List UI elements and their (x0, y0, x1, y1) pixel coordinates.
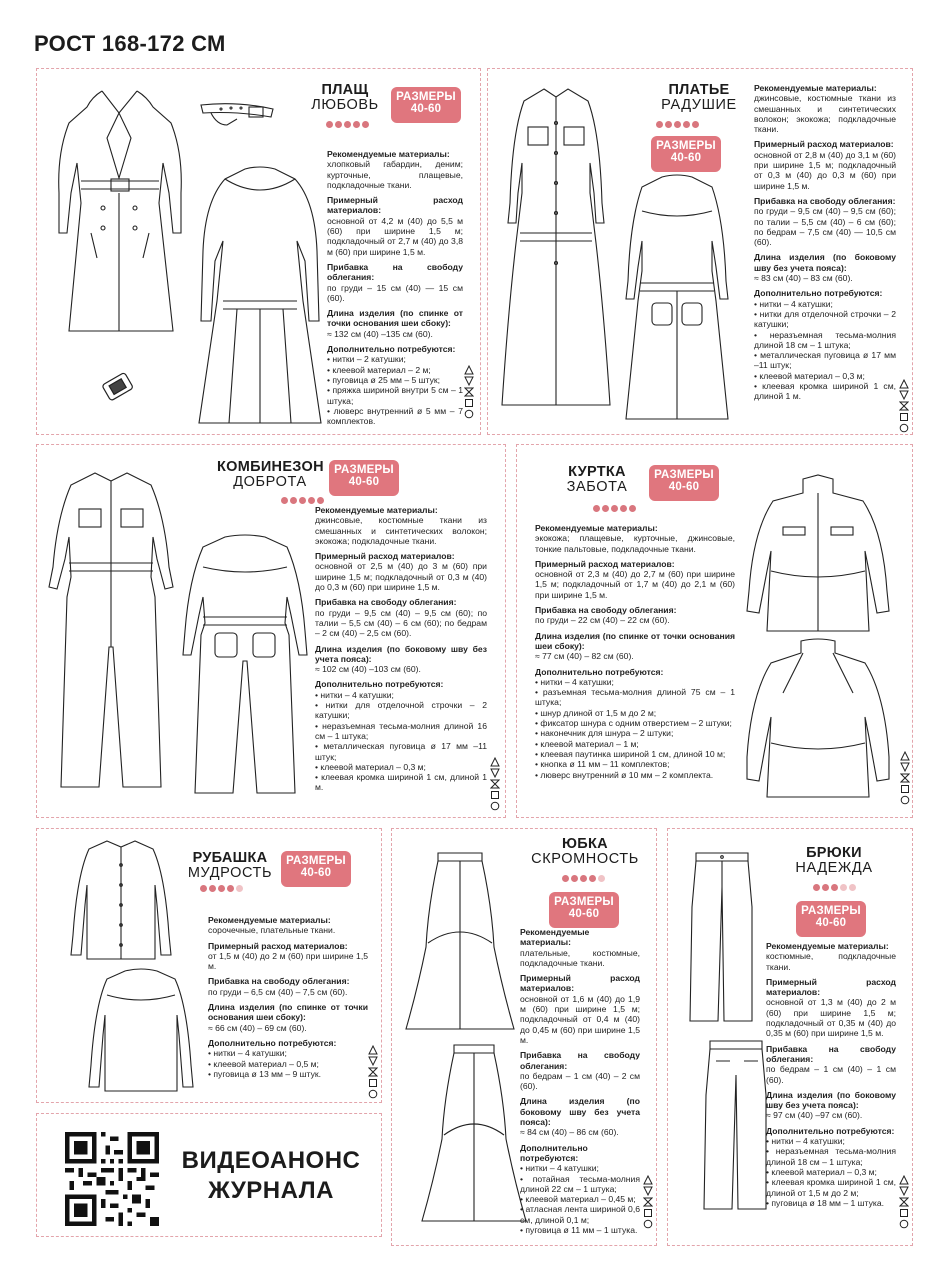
triangle-down-icon (900, 762, 910, 772)
spec-text: джинсовые, костюмные ткани из смешанных и синтетических волокон; экокожа; подкладочные ткани. (754, 93, 896, 135)
spec-list-item: • клеевая кромка шириной 1 см, длиной 1 м. (315, 772, 487, 793)
sizes-badge-range: 40-60 (348, 476, 380, 489)
difficulty-dots (813, 884, 856, 891)
spec-text: ≈ 77 см (40) – 82 см (60). (535, 651, 634, 662)
spec-list-item: • клеевой материал – 2 м; (327, 365, 463, 375)
card-plashch (36, 68, 481, 435)
spec-heading: Примерный расход материалов: (520, 973, 640, 994)
circle-icon (490, 801, 500, 811)
difficulty-dot (281, 497, 288, 504)
triangle-up-icon (368, 1045, 378, 1055)
spec-text: ≈ 102 см (40) –103 см (60). (315, 664, 421, 675)
belt-sketch (197, 99, 277, 135)
symbol-legend (898, 1175, 910, 1229)
difficulty-dot (236, 885, 243, 892)
spec-heading: Прибавка на свободу облегания: (535, 605, 677, 616)
square-icon (368, 1078, 378, 1088)
circle-icon (643, 1219, 653, 1229)
symbol-legend (899, 751, 911, 805)
card-platye (487, 68, 913, 435)
card-video-announcement (36, 1113, 382, 1237)
difficulty-dot (831, 884, 838, 891)
spec-text: хлопковый габардин, деним; курточные, плащевые, подкладочные ткани. (327, 159, 463, 190)
card-subtitle: ЗАБОТА (566, 479, 628, 496)
difficulty-dot (589, 875, 596, 882)
difficulty-dot (317, 497, 324, 504)
triangle-up-icon (900, 751, 910, 761)
sizes-badge (549, 892, 619, 928)
spec-text: джинсовые, костюмные ткани из смешанных и синтетических волокон; экокожа; подкладочные ткани. (315, 515, 487, 546)
card-specs (754, 83, 896, 407)
spec-heading: Длина изделия (по спинке от точки основания шеи сбоку): (208, 1002, 368, 1023)
spec-heading: Дополнительно потребуются: (766, 1125, 895, 1136)
difficulty-dot (692, 121, 699, 128)
triangle-down-icon (899, 1186, 909, 1196)
difficulty-dots (593, 505, 636, 512)
spec-heading: Прибавка на свободу облегания: (208, 976, 350, 987)
spec-section (327, 262, 463, 303)
spec-section (208, 915, 368, 936)
spec-heading: Дополнительно потребуются: (754, 288, 883, 299)
dress-back-sketch (616, 171, 738, 427)
spec-text: от 1,5 м (40) до 2 м (60) при ширине 1,5 м. (208, 950, 368, 972)
sizes-badge-range: 40-60 (300, 867, 332, 880)
spec-heading: Примерный расход материалов: (315, 551, 455, 562)
spec-list-item: • клеевая паутинка шириной 1 см, длиной 10 м; (535, 749, 735, 759)
page-title: РОСТ 168-172 СМ (34, 31, 226, 56)
difficulty-dot (683, 121, 690, 128)
spec-list-item: • кнопка ø 11 мм – 11 комплектов; (535, 759, 735, 769)
spec-text: сорочечные, плательные ткани. (208, 925, 336, 936)
card-title: КУРТКА (568, 464, 626, 480)
difficulty-dot (299, 497, 306, 504)
card-bryuki (667, 828, 913, 1246)
spec-text: по бедрам – 1 см (40) – 1 см (60). (766, 1064, 896, 1085)
spec-text: по груди – 15 см (40) — 15 см (60). (327, 282, 463, 303)
spec-text: ≈ 83 см (40) – 83 см (60). (754, 273, 853, 284)
spec-heading: Дополнительно потребуются: (315, 679, 444, 690)
card-subtitle: НАДЕЖДА (795, 860, 873, 877)
spec-section (327, 308, 463, 339)
spec-list-item: • люверс внутренний ø 10 мм – 2 комплекта. (535, 770, 735, 780)
difficulty-dot (209, 885, 216, 892)
square-icon (464, 398, 474, 408)
skirt-front-sketch (398, 847, 522, 1037)
difficulty-dot (593, 505, 600, 512)
qr-code-icon[interactable] (65, 1132, 159, 1226)
spec-text: по бедрам – 1 см (40) – 2 см (60). (520, 1070, 640, 1092)
spec-list-item: • пуговица ø 11 мм – 1 штука. (520, 1225, 640, 1235)
spec-heading: Длина изделия (по боковому шву без учета пояса): (520, 1096, 640, 1128)
spec-heading: Прибавка на свободу облегания: (754, 195, 896, 206)
spec-section (208, 976, 368, 997)
difficulty-dot (674, 121, 681, 128)
spec-list-item: • нитки для отделочной строчки – 2 катушки; (754, 309, 896, 330)
spec-list-item: • нитки – 4 катушки; (766, 1136, 896, 1146)
difficulty-dot (822, 884, 829, 891)
hourglass-icon (643, 1197, 653, 1207)
card-specs (520, 927, 640, 1240)
triangle-up-icon (464, 365, 474, 375)
card-subtitle: ДОБРОТА (233, 474, 307, 491)
spec-section (208, 1038, 368, 1079)
sizes-badge-label: РАЗМЕРЫ (286, 855, 346, 867)
difficulty-dot (611, 505, 618, 512)
sizes-badge-label: РАЗМЕРЫ (396, 91, 456, 103)
spec-section (520, 927, 640, 968)
difficulty-dot (326, 121, 333, 128)
spec-section (535, 631, 735, 662)
spec-list-item: • фиксатор шнура с одним отверстием – 2 штуки; (535, 718, 735, 728)
spec-section (520, 1143, 640, 1236)
spec-list-item: • клеевой материал – 0,3 м; (315, 762, 487, 772)
spec-heading: Прибавка на свободу облегания: (766, 1043, 896, 1064)
spec-heading: Рекомендуемые материалы: (327, 149, 450, 159)
card-specs (535, 523, 735, 785)
spec-list-item: • шнур длиной от 1,5 м до 2 м; (535, 708, 735, 718)
spec-text: ≈ 97 см (40) –97 см (60). (766, 1110, 863, 1121)
difficulty-dots (326, 121, 369, 128)
spec-list-item: • разъемная тесьма-молния длиной 75 см – 1 штука; (535, 687, 735, 708)
jumpsuit-front-sketch (43, 467, 179, 797)
spec-list-item: • нитки – 4 катушки; (208, 1048, 368, 1058)
jacket-front-sketch (743, 471, 893, 643)
sizes-badge-range: 40-60 (670, 152, 702, 165)
spec-list-item: • нитки для отделочной строчки – 2 катушки; (315, 700, 487, 721)
difficulty-dots (281, 497, 324, 504)
symbol-legend (367, 1045, 379, 1099)
sizes-badge-label: РАЗМЕРЫ (801, 905, 861, 917)
spec-heading: Дополнительно потребуются: (327, 344, 456, 355)
video-title-line1: ВИДЕОАНОНС (181, 1147, 361, 1174)
shirt-front-sketch (65, 835, 177, 965)
coat-back-sketch (185, 161, 335, 431)
difficulty-dot (656, 121, 663, 128)
spec-list-item: • неразъемная тесьма-молния длиной 18 см – 1 штука; (754, 330, 896, 351)
difficulty-dot (665, 121, 672, 128)
difficulty-dot (308, 497, 315, 504)
spec-section (315, 644, 487, 675)
jumpsuit-back-sketch (175, 531, 315, 801)
card-specs (315, 505, 487, 798)
triangle-down-icon (899, 390, 909, 400)
sizes-badge-label: РАЗМЕРЫ (656, 140, 716, 152)
spec-heading: Дополнительно потребуются: (520, 1142, 588, 1163)
spec-section (754, 196, 896, 247)
sizes-badge-range: 40-60 (568, 908, 600, 921)
difficulty-dots (562, 875, 605, 882)
spec-list-item: • нитки – 4 катушки; (315, 690, 487, 700)
spec-list-item: • нитки – 4 катушки; (535, 677, 735, 687)
sizes-badge (796, 901, 866, 937)
spec-text: экокожа; плащевые, курточные, джинсовые, тонкие пальтовые, подкладочные ткани. (535, 533, 735, 554)
card-title: ПЛАЩ (321, 82, 369, 98)
triangle-up-icon (490, 757, 500, 767)
spec-heading: Рекомендуемые материалы: (208, 915, 331, 925)
hourglass-icon (900, 773, 910, 783)
spec-list-item: • металлическая пуговица ø 17 мм –11 штук; (754, 350, 896, 371)
spec-heading: Примерный расход материалов: (754, 139, 894, 150)
spec-section (208, 1002, 368, 1033)
circle-icon (899, 423, 909, 433)
sizes-badge (651, 136, 721, 172)
card-title: КОМБИНЕЗОН (217, 459, 324, 475)
difficulty-dot (571, 875, 578, 882)
spec-list-item: • клеевой материал – 0,45 м; (520, 1194, 640, 1204)
jacket-back-sketch (743, 633, 893, 805)
spec-list-item: • нитки – 4 катушки; (520, 1163, 640, 1173)
spec-text: основной от 2,8 м (40) до 3,1 м (60) при ширине 1,5 м; подкладочный от 0,3 м (40) до 0,3 м (60) при ширине 1,5 м. (754, 149, 896, 191)
spec-section (535, 523, 735, 554)
spec-heading: Дополнительно потребуются: (208, 1037, 337, 1048)
difficulty-dot (227, 885, 234, 892)
card-yubka (391, 828, 657, 1246)
spec-list-item: • люверс внутренний ø 5 мм – 7 комплектов. (327, 406, 463, 427)
symbol-legend (642, 1175, 654, 1229)
sizes-badge-range: 40-60 (815, 917, 847, 930)
difficulty-dot (629, 505, 636, 512)
card-rubashka (36, 828, 382, 1103)
difficulty-dot (290, 497, 297, 504)
circle-icon (900, 795, 910, 805)
card-title: РУБАШКА (192, 850, 268, 866)
shirt-back-sketch (85, 965, 197, 1095)
spec-section (327, 149, 463, 190)
card-title: БРЮКИ (806, 845, 862, 861)
spec-section (520, 1050, 640, 1091)
difficulty-dots (200, 885, 243, 892)
spec-list-item: • клеевой материал – 0,5 м; (208, 1059, 368, 1069)
spec-section (535, 605, 735, 626)
spec-heading: Длина изделия (по боковому шву без учета пояса): (766, 1089, 896, 1111)
square-icon (643, 1208, 653, 1218)
square-icon (900, 784, 910, 794)
hourglass-icon (899, 1197, 909, 1207)
spec-section (520, 973, 640, 1045)
card-subtitle: СКРОМНОСТЬ (531, 851, 639, 868)
difficulty-dot (335, 121, 342, 128)
spec-text: ≈ 132 см (40) –135 см (60). (327, 328, 433, 339)
spec-heading: Длина изделия (по спинке от точки основания шеи сбоку): (327, 308, 463, 329)
spec-section (535, 667, 735, 780)
spec-text: основной от 1,6 м (40) до 1,9 м (60) при ширине 1,5 м; подкладочный от 0,4 м (40) до 0,45 м (60) при ширине 1,5 м. (520, 993, 640, 1045)
spec-list-item: • клеевой материал – 1 м; (535, 739, 735, 749)
spec-list-item: • клеевая кромка шириной 1 см, длиной от 1,5 м до 2 м; (766, 1177, 896, 1198)
spec-section (766, 977, 896, 1039)
spec-text: основной от 4,2 м (40) до 5,5 м (60) при ширине 1,5 м; подкладочный от 2,7 м (40) до 3,8 м (60) при ширине 1,5 м. (327, 215, 463, 257)
difficulty-dot (840, 884, 847, 891)
difficulty-dot (849, 884, 856, 891)
difficulty-dot (344, 121, 351, 128)
triangle-up-icon (899, 1175, 909, 1185)
spec-section (766, 1044, 896, 1085)
triangle-down-icon (368, 1056, 378, 1066)
symbol-legend (489, 757, 501, 811)
spec-list-item: • пуговица ø 13 мм – 9 штук. (208, 1069, 368, 1079)
sizes-badge (281, 851, 351, 887)
hourglass-icon (368, 1067, 378, 1077)
difficulty-dot (362, 121, 369, 128)
spec-section (520, 1096, 640, 1137)
spec-list-item: • неразъемная тесьма-молния длиной 16 см – 1 штука; (315, 721, 487, 742)
spec-text: по груди – 22 см (40) – 22 см (60). (535, 615, 670, 626)
spec-list-item: • потайная тесьма-молния длиной 22 см – 1 штука; (520, 1174, 640, 1195)
spec-heading: Примерный расход материалов: (327, 195, 463, 216)
trousers-front-sketch (674, 847, 770, 1027)
spec-list-item: • атласная лента шириной 0,6 см, длиной 0,1 м; (520, 1204, 640, 1225)
card-title: ПЛАТЬЕ (668, 82, 730, 98)
spec-section (315, 551, 487, 592)
difficulty-dots (656, 121, 699, 128)
square-icon (490, 790, 500, 800)
difficulty-dot (200, 885, 207, 892)
difficulty-dot (602, 505, 609, 512)
spec-list-item: • наконечник для шнура – 2 штуки; (535, 728, 735, 738)
spec-list-item: • клеевой материал – 0,3 м; (754, 371, 896, 381)
spec-section (535, 559, 735, 600)
square-icon (899, 1208, 909, 1218)
difficulty-dot (353, 121, 360, 128)
spec-text: по груди – 9,5 см (40) – 9,5 см (60); по талии – 5,5 см (40) – 6 см (60); по бедрам – 7,5 см (40) — 10,5 см (60). (754, 206, 896, 248)
hourglass-icon (899, 401, 909, 411)
triangle-down-icon (643, 1186, 653, 1196)
difficulty-dot (620, 505, 627, 512)
triangle-down-icon (490, 768, 500, 778)
sizes-badge-label: РАЗМЕРЫ (334, 464, 394, 476)
spec-list-item: • неразъемная тесьма-молния длиной 18 см – 1 штука; (766, 1146, 896, 1167)
spec-section (754, 139, 896, 190)
spec-heading: Длина изделия (по боковому шву без учета пояса): (754, 252, 896, 273)
sizes-badge-range: 40-60 (668, 481, 700, 494)
triangle-up-icon (643, 1175, 653, 1185)
circle-icon (368, 1089, 378, 1099)
spec-list-item: • клеевая кромка шириной 1 см, длиной 1 м. (754, 381, 896, 402)
spec-text: ≈ 66 см (40) – 69 см (60). (208, 1022, 307, 1033)
difficulty-dot (598, 875, 605, 882)
spec-section (766, 941, 896, 972)
spec-section (315, 597, 487, 638)
dress-front-sketch (496, 83, 616, 413)
spec-list-item: • нитки – 2 катушки; (327, 354, 463, 364)
spec-section (315, 679, 487, 792)
card-specs (327, 149, 463, 431)
symbol-legend (463, 365, 475, 419)
spec-heading: Длина изделия (по спинке от точки основания шеи сбоку): (535, 630, 735, 651)
spec-list-item: • пряжка шириной внутри 5 см – 1 штука; (327, 385, 463, 406)
spec-heading: Примерный расход материалов: (208, 940, 348, 951)
circle-icon (899, 1219, 909, 1229)
spec-heading: Примерный расход материалов: (535, 558, 675, 569)
spec-heading: Прибавка на свободу облегания: (327, 261, 463, 283)
sizes-badge (329, 460, 399, 496)
spec-list-item: • нитки – 4 катушки; (754, 299, 896, 309)
spec-section (766, 1090, 896, 1121)
card-specs (766, 941, 896, 1213)
sizes-badge-range: 40-60 (410, 103, 442, 116)
spec-heading: Рекомендуемые материалы: (754, 83, 877, 93)
spec-section (754, 288, 896, 401)
spec-heading: Примерный расход материалов: (766, 976, 896, 998)
spec-text: основной от 2,3 м (40) до 2,7 м (60) при ширине 1,5 м; подкладочный от 1,7 м (40) до 2,1 м (60) при ширине 1,5 м. (535, 569, 735, 600)
difficulty-dot (580, 875, 587, 882)
spec-list-item: • клеевой материал – 0,3 м; (766, 1167, 896, 1177)
spec-list-item: • пуговица ø 25 мм – 5 штук; (327, 375, 463, 385)
spec-heading: Рекомендуемые материалы: (766, 941, 889, 951)
spec-heading: Рекомендуемые материалы: (520, 927, 590, 948)
spec-section (315, 505, 487, 546)
spec-text: основной от 1,3 м (40) до 2 м (60) при ширине 1,5 м; подкладочный от 0,35 м (40) до 0,35 м (60) при ширине 1,5 м. (766, 997, 896, 1039)
buckle-sketch (99, 367, 139, 407)
spec-section (754, 252, 896, 283)
spec-list-item: • пуговица ø 18 мм – 1 штука. (766, 1198, 896, 1208)
difficulty-dot (562, 875, 569, 882)
spec-heading: Рекомендуемые материалы: (535, 523, 658, 533)
video-announcement-title (171, 1146, 371, 1206)
spec-text: по груди – 9,5 см (40) – 9,5 см (60); по талии – 5,5 см (40) – 6 см (60); по бедрам – 2 см (40) – 2,5 см (60). (315, 607, 487, 639)
card-subtitle: ЛЮБОВЬ (311, 97, 379, 114)
symbol-legend (898, 379, 910, 433)
card-kurtka (516, 444, 913, 818)
coat-front-sketch (47, 83, 192, 343)
spec-section (754, 83, 896, 134)
spec-heading: Рекомендуемые материалы: (315, 505, 438, 515)
video-title-line2: ЖУРНАЛА (208, 1177, 334, 1204)
spec-text: плательные, костюмные, подкладочные ткани. (520, 947, 640, 968)
triangle-down-icon (464, 376, 474, 386)
triangle-up-icon (899, 379, 909, 389)
spec-text: костюмные, подкладочные ткани. (766, 951, 896, 972)
skirt-back-sketch (412, 1039, 536, 1229)
card-title: ЮБКА (562, 836, 608, 852)
spec-section (327, 195, 463, 257)
spec-heading: Прибавка на свободу облегания: (520, 1050, 640, 1071)
card-subtitle: МУДРОСТЬ (187, 865, 273, 882)
spec-section (766, 1126, 896, 1208)
difficulty-dot (218, 885, 225, 892)
spec-text: ≈ 84 см (40) – 86 см (60). (520, 1127, 619, 1138)
card-kombinezon (36, 444, 506, 818)
spec-text: основной от 2,5 м (40) до 3 м (60) при ширине 1,5 м; подкладочный от 0,3 м (40) до 0,3 м (60) при ширине 1,5 м. (315, 561, 487, 593)
sizes-badge (649, 465, 719, 501)
difficulty-dot (813, 884, 820, 891)
circle-icon (464, 409, 474, 419)
spec-section (327, 344, 463, 426)
sizes-badge-label: РАЗМЕРЫ (554, 896, 614, 908)
square-icon (899, 412, 909, 422)
sizes-badge-label: РАЗМЕРЫ (654, 469, 714, 481)
hourglass-icon (464, 387, 474, 397)
card-specs (208, 915, 368, 1084)
spec-heading: Длина изделия (по боковому шву без учета пояса): (315, 643, 487, 664)
sizes-badge (391, 87, 461, 123)
hourglass-icon (490, 779, 500, 789)
spec-section (208, 941, 368, 972)
spec-heading: Прибавка на свободу облегания: (315, 597, 457, 608)
card-subtitle: РАДУШИЕ (661, 97, 737, 114)
spec-text: по груди – 6,5 см (40) – 7,5 см (60). (208, 986, 348, 997)
spec-heading: Дополнительно потребуются: (535, 666, 664, 677)
spec-list-item: • металлическая пуговица ø 17 мм –11 штук; (315, 741, 487, 762)
